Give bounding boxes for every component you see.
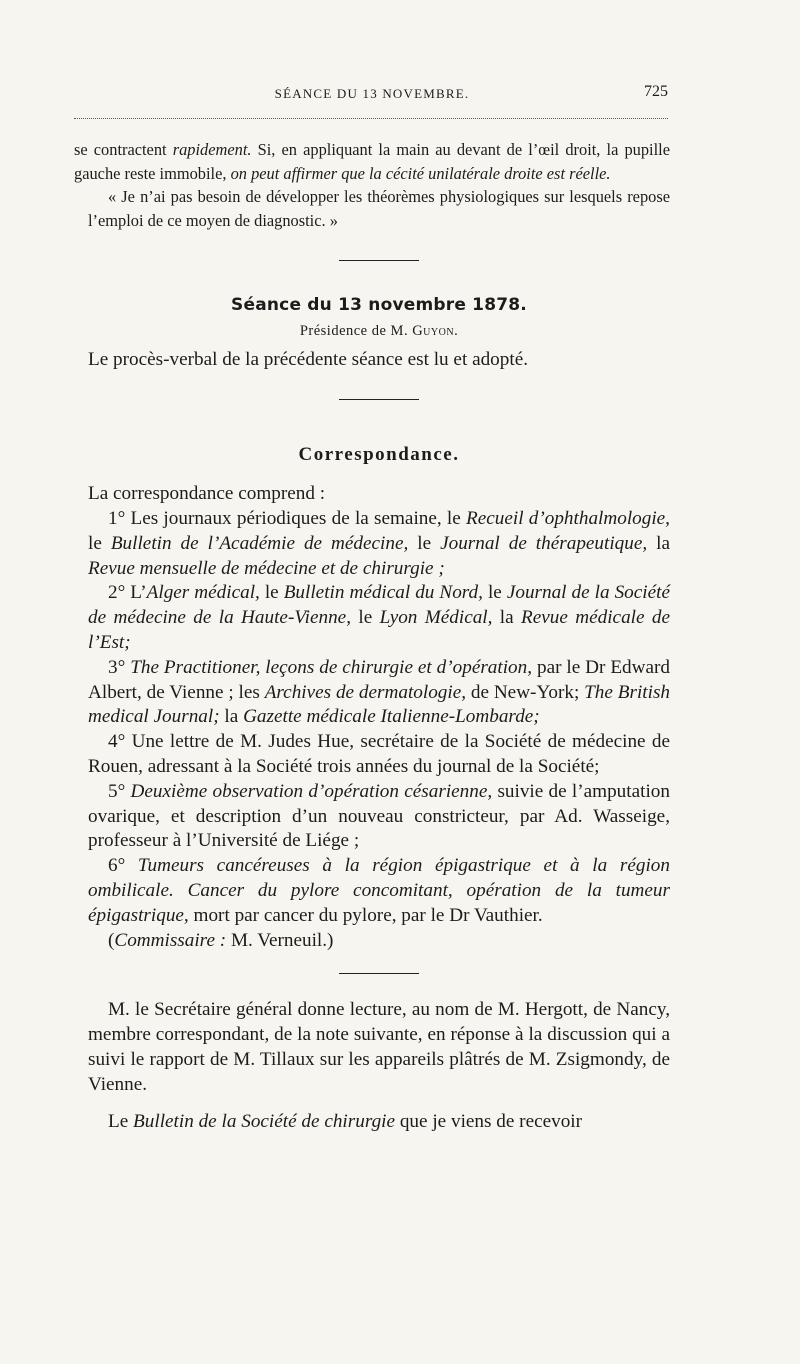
italic-run: Bulletin de la Société de chirurgie [133,1110,396,1132]
text-run: se contractent [74,140,173,159]
text-run: le [351,607,380,629]
presidence-line [88,323,670,340]
text-run: 6° [108,855,138,877]
italic-run: on peut affirmer que la cécité unilatérale droite est réelle. [230,163,611,183]
correspondance-title: Correspondance. [298,444,460,466]
text-run: de New-York; [466,681,585,703]
correspondance-item-2 [88,581,670,655]
italic-run: Deuxième observation d’opération césarienne, [130,780,493,802]
text-run: que je viens de recevoir [395,1110,583,1132]
text-run: mort par cancer du pylore, par le Dr Vauthier. [188,904,543,926]
italic-run: rapidement. [172,140,252,159]
italic-run: Bulletin de l’Académie de médecine, [110,532,409,554]
page-body [74,138,671,1134]
seance-title: Séance du 13 novembre 1878. [231,295,527,316]
italic-run: Tumeurs cancéreuses à la région épigastrique et à la région ombilicale. Cancer du pylore concomitant, opération de la tumeur épigastrique, [88,855,670,926]
text-run: 3° [108,656,131,678]
presidence-prefix: Présidence de M. [299,323,413,340]
text-run: le [259,582,284,604]
secretaire-paragraph: M. le Secrétaire général donne lecture, au nom de M. Hergott, de Nancy, membre correspondant, de la note suivante, en réponse à la discussion qui a suivi le rapport de M. Tillaux sur les appareils plâtrés de M. Zsigmondy, de Vienne. [88,999,670,1095]
intro-paragraph-1 [74,138,670,185]
text-run: ( [108,929,115,951]
italic-run: Revue médicale de l’Est; [88,607,670,653]
text-run: par le Dr Edward Albert, de Vienne ; les [88,656,670,703]
italic-run: Lyon Médical, [379,607,493,629]
correspondance-intro: La correspondance comprend : [88,483,326,505]
commissaire-line [88,929,670,954]
proces-verbal: Le procès-verbal de la précédente séance est lu et adopté. [88,349,529,371]
italic-run: Journal de thérapeutique, [440,532,648,554]
text-run: la [492,607,522,629]
text-run: M. Verneuil.) [226,929,334,951]
italic-run: The British medical Journal; [88,681,671,728]
text-run: Le [108,1110,134,1132]
correspondance-item-5 [88,780,670,854]
italic-run: Revue mensuelle de médecine et de chirurgie ; [88,557,445,579]
running-header [74,83,670,110]
italic-run: Commissaire : [114,929,227,951]
text-run: la [647,532,671,554]
correspondance-item-6 [88,854,670,928]
italic-run: The Practitioner, leçons de chirurgie et d’opération, [130,656,533,678]
italic-run: Journal de la Société de médecine de la Haute-Vienne, [88,582,670,629]
header-rule [74,118,668,119]
text-run: Si, en appliquant la main au devant de l’œil droit, la pupille gauche reste immobile, [74,140,670,183]
correspondance-item-1 [88,507,670,581]
text-run: 2° L’ [108,582,147,604]
text-run: le [482,582,507,604]
correspondance-item-4 [88,730,670,780]
correspondance-item-3 [88,656,670,730]
presidence-suffix: . [454,323,459,340]
president-name: Guyon [412,323,455,340]
italic-run: Alger médical, [146,582,260,604]
italic-run: Recueil d’ophthalmologie, [466,507,670,529]
text-run: 4° Une lettre de M. Judes Hue, secrétaire de la Société de médecine de Rouen, adressant à la Société trois années du journal de la Société; [88,731,670,777]
text-run: 1° Les journaux périodiques de la semaine, le [108,507,466,529]
italic-run: Archives de dermatologie, [264,681,467,703]
text-run: 5° [108,780,131,802]
intro-paragraph-2: « Je n’ai pas besoin de développer les théorèmes physiologiques sur lesquels repose l’emploi de ce moyen de diagnostic. » [88,187,670,230]
text-run: suivie de l’amputation ovarique, et description d’un nouveau constricteur, par Ad. Wasseige, professeur à l’Université de Liége ; [88,780,670,852]
text-run: le [88,532,111,554]
italic-run: Bulletin médical du Nord, [283,582,483,604]
running-title: SÉANCE DU 13 NOVEMBRE. [274,86,470,101]
page-number: 725 [644,83,668,100]
text-run: la [219,706,244,728]
text-run: le [408,532,441,554]
italic-run: Gazette médicale Italienne-Lombarde; [243,706,540,728]
closing-line [88,1110,670,1135]
